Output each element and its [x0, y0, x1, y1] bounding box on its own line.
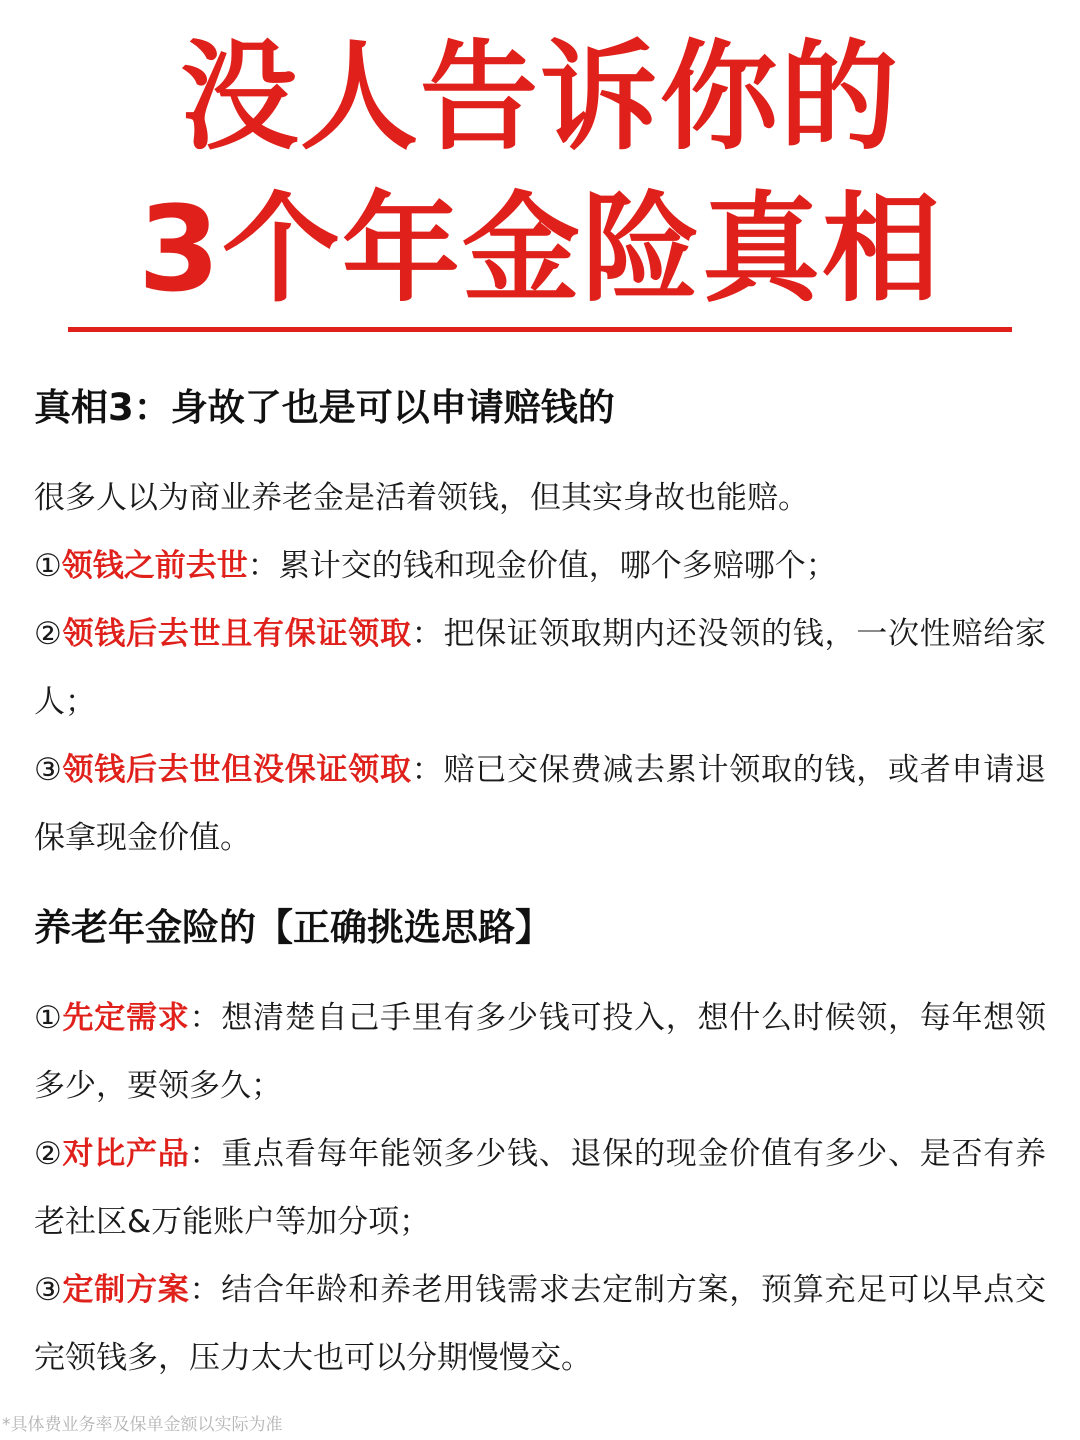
item-highlight: 领钱后去世但没保证领取 — [62, 752, 412, 788]
item-text: ：赔已交保费减去累计领取的钱，或者申请退保拿现金价值。 — [34, 752, 1047, 856]
section-1-item-2 — [34, 600, 1046, 736]
item-text: ：把保证领取期内还没领的钱，一次性赔给家人； — [34, 616, 1047, 720]
item-marker: ② — [34, 616, 63, 652]
item-highlight: 领钱后去世且有保证领取 — [62, 616, 412, 652]
item-marker: ① — [34, 1000, 63, 1036]
item-text: ：想清楚自己手里有多少钱可投入，想什么时候领，每年想领多少，要领多久； — [34, 1000, 1047, 1104]
section-2-item-3 — [34, 1256, 1046, 1392]
section-2-heading: 养老年金险的【正确挑选思路】 — [34, 906, 552, 949]
item-marker: ③ — [34, 1272, 63, 1308]
item-highlight: 对比产品 — [62, 1136, 190, 1172]
item-text: ：累计交的钱和现金价值，哪个多赔哪个； — [247, 548, 837, 584]
section-1-item-1 — [34, 532, 1046, 600]
item-marker: ② — [34, 1136, 63, 1172]
item-highlight: 定制方案 — [62, 1272, 190, 1308]
item-marker: ① — [34, 548, 62, 584]
item-highlight: 领钱之前去世 — [61, 548, 248, 584]
title-line-2: 3个年金险真相 — [137, 180, 943, 318]
section-1-body — [34, 464, 1046, 872]
section-1-intro: 很多人以为商业养老金是活着领钱，但其实身故也能赔。 — [34, 480, 809, 516]
title-line-1: 没人告诉你的 — [179, 28, 900, 166]
item-text: ：重点看每年能领多少钱、退保的现金价值有多少、是否有养老社区&万能账户等加分项； — [34, 1136, 1047, 1240]
item-marker: ③ — [34, 752, 63, 788]
section-1-item-3 — [34, 736, 1046, 872]
section-1-heading: 真相3：身故了也是可以申请赔钱的 — [34, 386, 615, 429]
section-2-body — [34, 984, 1046, 1392]
item-highlight: 先定需求 — [62, 1000, 190, 1036]
title-divider — [68, 327, 1012, 332]
section-2-item-2 — [34, 1120, 1046, 1256]
disclaimer-footnote: *具体费业务率及保单金额以实际为准 — [2, 1415, 283, 1435]
section-2-item-1 — [34, 984, 1046, 1120]
item-text: ：结合年龄和养老用钱需求去定制方案，预算充足可以早点交完领钱多，压力太大也可以分期慢慢交。 — [34, 1272, 1047, 1376]
